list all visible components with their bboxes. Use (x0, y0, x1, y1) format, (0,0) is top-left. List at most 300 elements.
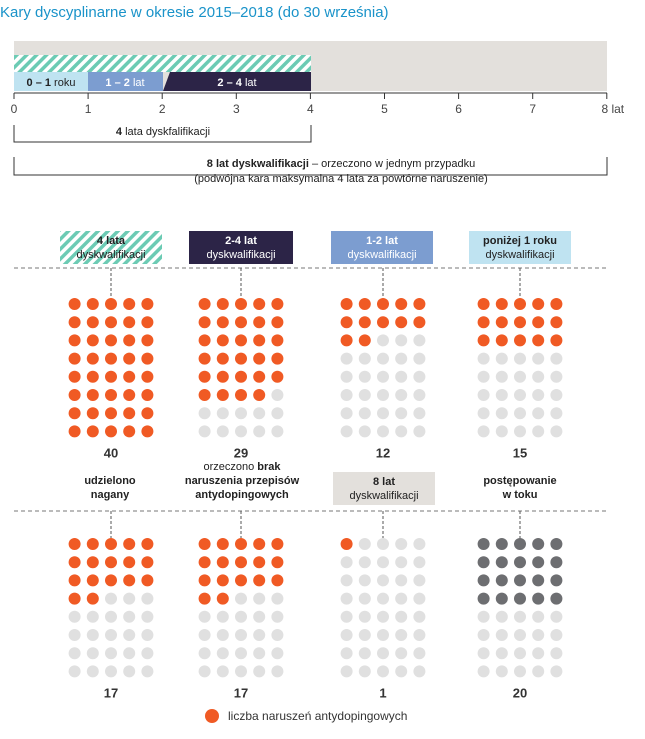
dot-filled (123, 389, 135, 401)
dot-filled (105, 574, 117, 586)
dot-empty (413, 647, 425, 659)
dot-empty (199, 407, 211, 419)
dot-filled (69, 389, 81, 401)
dot-empty (395, 538, 407, 550)
dot-filled (496, 556, 508, 568)
dot-group-1 (199, 268, 284, 460)
dot-empty (514, 353, 526, 365)
dot-empty (413, 425, 425, 437)
page-title: Kary dyscyplinarne w okresie 2015–2018 (do 30 września) (0, 4, 389, 21)
dot-empty (377, 647, 389, 659)
dot-filled (87, 425, 99, 437)
dot-filled (69, 407, 81, 419)
dot-group-value: 15 (512, 445, 528, 461)
group-label-4-line2: nagany (90, 489, 130, 501)
dot-filled (253, 353, 265, 365)
dot-filled (87, 334, 99, 346)
dot-filled (217, 298, 229, 310)
dot-filled (253, 538, 265, 550)
dot-filled (123, 407, 135, 419)
dot-empty (377, 353, 389, 365)
timeline-tick-label-7: 7 (529, 102, 537, 116)
dot-filled (141, 389, 153, 401)
dot-filled (359, 316, 371, 328)
dot-filled (359, 298, 371, 310)
dot-empty (341, 593, 353, 605)
dot-filled (235, 316, 247, 328)
group-label-6-line2: dyskwalifikacji (349, 490, 419, 502)
dot-empty (235, 425, 247, 437)
dot-empty (395, 593, 407, 605)
dot-filled (514, 334, 526, 346)
dot-empty (395, 353, 407, 365)
dot-filled (217, 353, 229, 365)
dot-empty (377, 334, 389, 346)
dot-empty (199, 647, 211, 659)
dot-filled (550, 574, 562, 586)
dot-group-3 (478, 268, 563, 460)
dot-empty (532, 611, 544, 623)
dot-filled (87, 593, 99, 605)
dot-empty (235, 593, 247, 605)
group-label-6-line1: 8 lat (372, 476, 396, 488)
dot-group-7 (478, 511, 563, 700)
dot-filled (123, 538, 135, 550)
dot-empty (496, 353, 508, 365)
dot-filled (105, 425, 117, 437)
dot-empty (377, 665, 389, 677)
dot-filled (478, 334, 490, 346)
dot-filled (550, 334, 562, 346)
dot-filled (87, 316, 99, 328)
dot-filled (550, 556, 562, 568)
dot-filled (199, 593, 211, 605)
dot-filled (141, 298, 153, 310)
dot-filled (496, 316, 508, 328)
timeline-tick-label-2: 2 (158, 102, 166, 116)
dot-empty (359, 389, 371, 401)
dot-empty (496, 425, 508, 437)
group-label-4-line1: udzielono (84, 475, 136, 487)
dot-empty (496, 407, 508, 419)
dot-filled (478, 556, 490, 568)
dot-filled (199, 538, 211, 550)
dot-filled (141, 425, 153, 437)
group-label-0-line2: dyskwalifikacji (76, 249, 146, 261)
timeline-bar-label-0: 0 – 1 roku (26, 77, 76, 89)
dot-empty (514, 665, 526, 677)
dot-filled (199, 353, 211, 365)
dot-empty (105, 611, 117, 623)
dot-empty (87, 647, 99, 659)
timeline-hatch-bar (14, 55, 311, 72)
dot-filled (123, 425, 135, 437)
dot-empty (217, 647, 229, 659)
timeline-tick-label-6: 6 (455, 102, 462, 116)
dot-filled (235, 389, 247, 401)
timeline-bar-label-1: 1 – 2 lat (105, 77, 145, 89)
dot-empty (217, 407, 229, 419)
dot-empty (514, 407, 526, 419)
dot-filled (217, 538, 229, 550)
dot-filled (496, 334, 508, 346)
group-label-5-line1: orzeczono brak (203, 461, 281, 473)
dot-group-value: 20 (512, 685, 528, 701)
dot-empty (359, 407, 371, 419)
dot-filled (123, 574, 135, 586)
dot-empty (550, 665, 562, 677)
dot-filled (141, 353, 153, 365)
dot-empty (105, 665, 117, 677)
dot-empty (478, 407, 490, 419)
dot-empty (413, 371, 425, 383)
dot-empty (359, 647, 371, 659)
dot-filled (105, 389, 117, 401)
dot-filled (341, 538, 353, 550)
dot-filled (550, 538, 562, 550)
dot-empty (271, 611, 283, 623)
dot-empty (532, 353, 544, 365)
dot-empty (271, 629, 283, 641)
dot-empty (377, 407, 389, 419)
dot-empty (478, 629, 490, 641)
dot-filled (341, 298, 353, 310)
dot-empty (532, 425, 544, 437)
dot-filled (123, 316, 135, 328)
dot-empty (514, 425, 526, 437)
dot-empty (550, 425, 562, 437)
dot-empty (395, 556, 407, 568)
timeline-tick-label-5: 5 (381, 102, 388, 116)
bracket-4-label: 4 lata dyskfalifikacji (115, 126, 211, 138)
dot-empty (253, 629, 265, 641)
dot-filled (496, 574, 508, 586)
dot-empty (532, 371, 544, 383)
dot-empty (395, 371, 407, 383)
dot-filled (271, 316, 283, 328)
legend (205, 709, 407, 723)
dot-empty (253, 611, 265, 623)
dot-filled (496, 538, 508, 550)
dot-empty (341, 574, 353, 586)
dot-group-value: 29 (233, 445, 249, 461)
dot-empty (359, 593, 371, 605)
dot-filled (199, 316, 211, 328)
dot-empty (123, 647, 135, 659)
dot-filled (514, 538, 526, 550)
dot-filled (199, 574, 211, 586)
dot-group-4 (69, 511, 154, 700)
dot-filled (87, 538, 99, 550)
dot-empty (217, 629, 229, 641)
dot-filled (253, 316, 265, 328)
dot-empty (514, 611, 526, 623)
dot-empty (478, 389, 490, 401)
dot-empty (532, 665, 544, 677)
dot-filled (105, 407, 117, 419)
dot-empty (271, 593, 283, 605)
dot-group-6 (341, 511, 426, 700)
dot-filled (69, 334, 81, 346)
dot-empty (359, 425, 371, 437)
group-label-3-line1: poniżej 1 roku (483, 235, 557, 247)
dot-empty (550, 611, 562, 623)
dot-empty (341, 665, 353, 677)
group-label-1-line2: dyskwalifikacji (206, 249, 276, 261)
dot-filled (341, 334, 353, 346)
dot-empty (69, 629, 81, 641)
dot-empty (496, 371, 508, 383)
dot-empty (341, 647, 353, 659)
dot-empty (496, 665, 508, 677)
dot-filled (271, 574, 283, 586)
dot-group-value: 12 (375, 445, 391, 461)
dot-filled (532, 298, 544, 310)
dot-empty (341, 389, 353, 401)
dot-empty (377, 538, 389, 550)
dot-filled (105, 371, 117, 383)
group-label-7-line2: w toku (502, 489, 538, 501)
dot-empty (217, 611, 229, 623)
dot-filled (199, 371, 211, 383)
dot-empty (271, 407, 283, 419)
dot-empty (141, 611, 153, 623)
dot-empty (341, 556, 353, 568)
dot-filled (253, 298, 265, 310)
timeline (11, 41, 625, 185)
dot-empty (395, 389, 407, 401)
dot-filled (550, 316, 562, 328)
dot-group-value: 40 (103, 445, 119, 461)
dot-filled (253, 334, 265, 346)
dot-filled (341, 316, 353, 328)
dot-empty (478, 371, 490, 383)
dot-empty (496, 629, 508, 641)
dot-empty (359, 629, 371, 641)
dot-filled (514, 316, 526, 328)
timeline-ticks (11, 93, 625, 116)
dot-empty (550, 389, 562, 401)
dot-filled (217, 371, 229, 383)
dot-filled (271, 353, 283, 365)
dot-empty (217, 425, 229, 437)
dot-empty (478, 665, 490, 677)
dot-filled (359, 334, 371, 346)
dot-filled (87, 371, 99, 383)
dot-empty (532, 629, 544, 641)
dot-filled (69, 316, 81, 328)
dot-empty (377, 556, 389, 568)
dot-filled (235, 298, 247, 310)
dot-empty (359, 574, 371, 586)
dot-filled (413, 298, 425, 310)
dot-empty (413, 538, 425, 550)
dot-empty (377, 593, 389, 605)
dot-empty (377, 425, 389, 437)
dot-empty (199, 629, 211, 641)
group-label-1-line1: 2-4 lat (225, 235, 257, 247)
dot-filled (141, 574, 153, 586)
dot-empty (359, 665, 371, 677)
dot-filled (413, 316, 425, 328)
dot-empty (105, 647, 117, 659)
dot-empty (550, 407, 562, 419)
dot-filled (199, 298, 211, 310)
dot-empty (550, 647, 562, 659)
dot-empty (123, 611, 135, 623)
dot-empty (514, 371, 526, 383)
dot-filled (532, 316, 544, 328)
dot-filled (217, 574, 229, 586)
dot-filled (69, 353, 81, 365)
dot-filled (87, 407, 99, 419)
group-label-5-line3: antydopingowych (195, 489, 289, 501)
legend-label: liczba naruszeń antydopingowych (228, 709, 408, 723)
dot-filled (105, 298, 117, 310)
dot-empty (413, 665, 425, 677)
dot-filled (141, 407, 153, 419)
dot-filled (271, 334, 283, 346)
dot-filled (514, 574, 526, 586)
group-label-0-line1: 4 lata (96, 235, 126, 247)
dot-filled (271, 298, 283, 310)
dot-empty (359, 371, 371, 383)
dot-empty (253, 593, 265, 605)
dot-empty (377, 389, 389, 401)
dot-empty (514, 647, 526, 659)
dot-filled (514, 556, 526, 568)
dot-empty (532, 407, 544, 419)
dot-filled (235, 538, 247, 550)
bracket-8-label: 8 lat dyskwalifikacji – orzeczono w jednym przypadku (206, 158, 476, 170)
dot-filled (377, 298, 389, 310)
dot-filled (199, 334, 211, 346)
dot-empty (496, 389, 508, 401)
dot-filled (105, 334, 117, 346)
dot-empty (478, 611, 490, 623)
dot-filled (478, 316, 490, 328)
dot-empty (413, 556, 425, 568)
dot-empty (141, 629, 153, 641)
dot-empty (123, 593, 135, 605)
dot-filled (69, 425, 81, 437)
dot-empty (478, 353, 490, 365)
dot-filled (105, 353, 117, 365)
dot-filled (532, 334, 544, 346)
dot-filled (217, 316, 229, 328)
dot-empty (253, 407, 265, 419)
dot-empty (377, 611, 389, 623)
dot-empty (413, 574, 425, 586)
dot-filled (123, 334, 135, 346)
dot-filled (271, 371, 283, 383)
dot-group-value: 17 (103, 685, 119, 701)
dot-empty (271, 425, 283, 437)
dot-empty (123, 665, 135, 677)
dot-filled (253, 556, 265, 568)
dot-empty (413, 389, 425, 401)
dot-empty (253, 647, 265, 659)
dot-empty (271, 665, 283, 677)
dot-empty (235, 629, 247, 641)
dot-empty (532, 647, 544, 659)
dot-empty (413, 611, 425, 623)
dot-empty (359, 353, 371, 365)
dot-empty (496, 647, 508, 659)
group-label-2-line1: 1-2 lat (366, 235, 398, 247)
dot-empty (413, 593, 425, 605)
dot-empty (235, 665, 247, 677)
dot-filled (105, 556, 117, 568)
group-label-5-line2: naruszenia przepisów (184, 475, 300, 487)
dot-filled (478, 298, 490, 310)
dot-empty (271, 647, 283, 659)
dot-empty (271, 389, 283, 401)
dot-filled (123, 298, 135, 310)
dot-filled (123, 556, 135, 568)
dot-empty (413, 629, 425, 641)
dot-filled (105, 538, 117, 550)
dot-filled (87, 574, 99, 586)
dot-empty (105, 629, 117, 641)
dot-filled (87, 298, 99, 310)
legend-swatch (205, 709, 219, 723)
timeline-tick-label-1: 1 (84, 102, 92, 116)
dot-empty (478, 425, 490, 437)
dot-empty (235, 407, 247, 419)
dot-filled (235, 371, 247, 383)
dot-empty (69, 665, 81, 677)
dot-empty (395, 647, 407, 659)
dot-empty (395, 611, 407, 623)
dot-filled (377, 316, 389, 328)
dot-empty (550, 353, 562, 365)
dot-empty (105, 593, 117, 605)
dot-filled (253, 574, 265, 586)
timeline-tick-label-3: 3 (232, 102, 240, 116)
dot-filled (235, 574, 247, 586)
group-label-3-line2: dyskwalifikacji (485, 249, 555, 261)
dot-filled (87, 556, 99, 568)
dot-empty (235, 611, 247, 623)
dot-empty (253, 425, 265, 437)
dot-filled (235, 334, 247, 346)
bracket-8-label-line2: (podwójna kara maksymalna 4 lata za powtórne naruszenie) (194, 173, 488, 185)
dot-filled (217, 389, 229, 401)
dot-empty (395, 425, 407, 437)
dot-empty (141, 647, 153, 659)
dot-group-value: 1 (379, 685, 387, 701)
dot-empty (341, 611, 353, 623)
dot-group-value: 17 (233, 685, 249, 701)
dot-filled (496, 298, 508, 310)
dot-filled (478, 574, 490, 586)
dot-filled (123, 371, 135, 383)
dot-empty (514, 389, 526, 401)
dot-empty (87, 665, 99, 677)
dot-filled (532, 556, 544, 568)
dot-filled (87, 389, 99, 401)
dot-empty (359, 556, 371, 568)
dot-empty (87, 629, 99, 641)
dot-filled (550, 593, 562, 605)
dot-filled (271, 556, 283, 568)
group-label-2-line2: dyskwalifikacji (347, 249, 417, 261)
dot-empty (341, 353, 353, 365)
dot-filled (69, 538, 81, 550)
dot-filled (253, 389, 265, 401)
dot-empty (69, 611, 81, 623)
